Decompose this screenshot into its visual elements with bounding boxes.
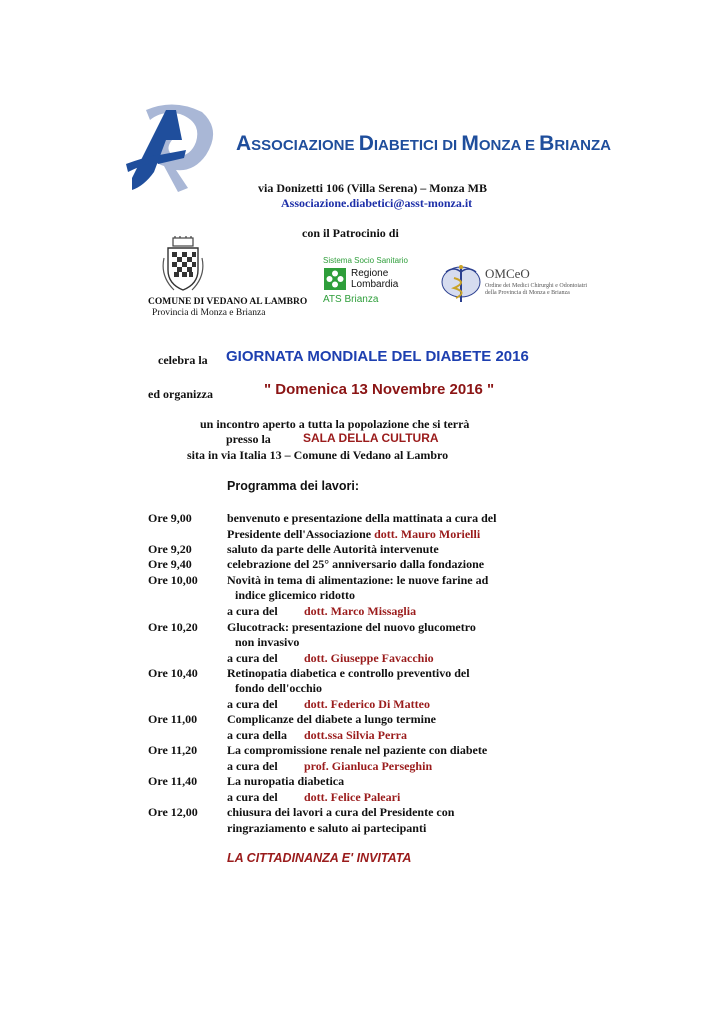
email-link[interactable]: Associazione.diabetici@asst-monza.it [281, 196, 473, 210]
omceo-caduceus-icon [440, 264, 482, 304]
omceo-description: Ordine dei Medici Chirurghi e Odontoiatri della Provincia di Monza e Brianza [485, 283, 588, 296]
address-line: via Donizetti 106 (Villa Serena) – Monza MB [258, 181, 487, 195]
patronage-label: con il Patrocinio di [302, 226, 399, 240]
lombardia-system-label: Sistema Socio Sanitario [323, 256, 408, 265]
presso-label: presso la [226, 432, 271, 446]
event-date: " Domenica 13 Novembre 2016 " [264, 381, 495, 398]
comune-province: Provincia di Monza e Brianza [152, 308, 266, 318]
association-title: ASSOCIAZIONE DIABETICI DI MONZA E BRIANZA [236, 132, 611, 155]
speaker-morielli: dott. Mauro Morielli [374, 527, 481, 541]
giornata-title: GIORNATA MONDIALE DEL DIABETE 2016 [226, 348, 529, 365]
celebra-label: celebra la [158, 353, 208, 367]
association-logo [124, 100, 224, 195]
comune-crest-icon [160, 236, 206, 294]
organizza-label: ed organizza [148, 387, 213, 401]
omceo-name: OMCeO [485, 266, 530, 281]
ats-brianza: ATS Brianza [323, 294, 379, 305]
lombardia-cross-icon [324, 268, 346, 290]
comune-name: COMUNE DI VEDANO AL LAMBRO [148, 297, 308, 307]
venue-name: SALA DELLA CULTURA [303, 431, 439, 445]
lombardia-name: Regione Lombardia [351, 268, 399, 290]
closing-invitation: LA CITTADINANZA E' INVITATA [227, 851, 412, 865]
programma-title: Programma dei lavori: [227, 479, 359, 493]
event-intro: un incontro aperto a tutta la popolazione che si terrà [200, 417, 470, 431]
venue-address: sita in via Italia 13 – Comune di Vedano al Lambro [187, 448, 449, 462]
